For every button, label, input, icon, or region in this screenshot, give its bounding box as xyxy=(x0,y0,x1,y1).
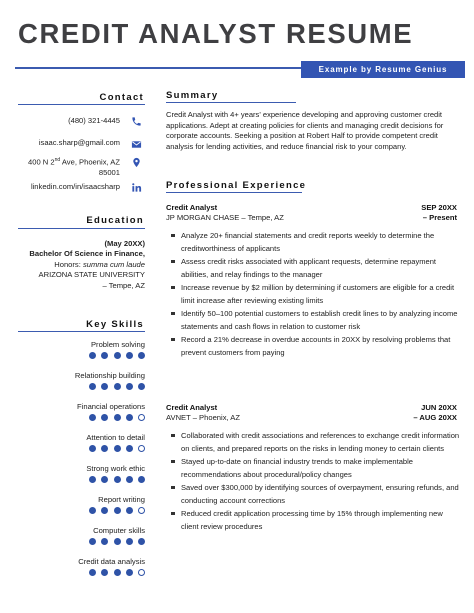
education-heading: Education xyxy=(86,215,144,226)
job-1-bullet-2: Assess credit risks associated with applicant requests, determine repayment abilities, and relay findings to the manager xyxy=(170,255,460,281)
education-school: ARIZONA STATE UNIVERSITY xyxy=(38,270,145,280)
rating-dot-filled xyxy=(126,383,133,390)
rating-dot-filled xyxy=(114,383,121,390)
rating-dot-filled xyxy=(101,383,108,390)
rating-dot-filled xyxy=(101,569,108,576)
rating-dot-filled xyxy=(101,476,108,483)
rating-dot-filled xyxy=(138,476,145,483)
skill-name: Problem solving xyxy=(90,340,145,349)
education-date: (May 20XX) xyxy=(104,239,145,248)
rating-dot-filled xyxy=(114,352,121,359)
contact-linkedin[interactable]: linkedin.com/in/isaacsharp xyxy=(30,182,120,191)
rating-dot-filled xyxy=(101,414,108,421)
education-degree: Bachelor Of Science in Finance, xyxy=(29,249,145,259)
rating-dot-filled xyxy=(126,445,133,452)
education-location: – Tempe, AZ xyxy=(102,280,145,290)
rating-dot-filled xyxy=(101,352,108,359)
contact-rule xyxy=(18,104,145,105)
skill-rating xyxy=(89,538,145,546)
rating-dot-filled xyxy=(89,538,96,545)
job-2-bullets xyxy=(170,429,460,533)
job-2-title: Credit Analyst xyxy=(166,403,218,412)
rating-dot-filled xyxy=(114,538,121,545)
education-honors: Honors: summa cum laude xyxy=(54,259,145,269)
linkedin-icon xyxy=(130,181,142,193)
job-1-title: Credit Analyst xyxy=(166,203,218,212)
skills-heading: Key Skills xyxy=(86,319,144,330)
rating-dot-filled xyxy=(138,383,145,390)
rating-dot-filled xyxy=(126,352,133,359)
job-1-bullet-5: Record a 21% decrease in overdue accounts in 20XX by resolving problems that prevent customers from paying xyxy=(170,333,460,359)
job-1-date-end: – Present xyxy=(422,213,457,222)
rating-dot-filled xyxy=(89,352,96,359)
contact-address xyxy=(18,155,120,178)
skill-name: Relationship building xyxy=(74,371,145,380)
job-2-bullet-3: Saved over $300,000 by identifying sources of overpayment, ensuring refunds, and conducting account corrections xyxy=(170,481,460,507)
skill-name: Financial operations xyxy=(77,402,145,411)
rating-dot-filled xyxy=(89,445,96,452)
job-1-bullet-1: Analyze 20+ financial statements and credit reports weekly to determine the creditworthiness of applicants xyxy=(170,229,460,255)
rating-dot-filled xyxy=(138,352,145,359)
job-1-company: JP MORGAN CHASE – Tempe, AZ xyxy=(166,213,284,222)
rating-dot-filled xyxy=(89,507,96,514)
rating-dot-filled xyxy=(126,414,133,421)
rating-dot-filled xyxy=(89,383,96,390)
location-pin-icon xyxy=(130,156,142,168)
skill-rating xyxy=(89,507,145,515)
job-1-bullet-4: Identify 50–100 potential customers to establish credit lines to by analyzing income statements and cash flows in relation to customer risk xyxy=(170,307,460,333)
job-2-date-start: JUN 20XX xyxy=(421,403,457,412)
job-2-bullet-1: Collaborated with credit associations and references to exchange credit information on clients, and prepared reports on the risks in lending money to certain clients xyxy=(170,429,460,455)
contact-heading: Contact xyxy=(99,92,144,103)
skill-rating xyxy=(89,476,145,484)
rating-dot-filled xyxy=(101,538,108,545)
rating-dot-filled xyxy=(89,569,96,576)
skill-rating xyxy=(89,352,145,360)
skill-rating xyxy=(89,414,145,422)
rating-dot-filled xyxy=(126,476,133,483)
rating-dot-filled xyxy=(126,569,133,576)
rating-dot-empty xyxy=(138,507,145,514)
experience-heading: Professional Experience xyxy=(166,180,307,191)
address-line-2: 85001 xyxy=(98,167,120,177)
job-2-bullet-2: Stayed up-to-date on financial industry trends to make implementable recommendations about procedural/policy changes xyxy=(170,455,460,481)
rating-dot-filled xyxy=(114,414,121,421)
phone-icon xyxy=(130,115,142,127)
job-2-bullet-4: Reduced credit application processing time by 15% through implementing new client review procedures xyxy=(170,507,460,533)
education-rule xyxy=(18,228,145,229)
job-2-company: AVNET – Phoenix, AZ xyxy=(166,413,241,422)
skill-rating xyxy=(89,383,145,391)
experience-rule xyxy=(166,192,302,193)
job-1-date-start: SEP 20XX xyxy=(421,203,457,212)
job-1-bullet-3: Increase revenue by $2 million by determining if customers are eligible for a credit limit increase after reviewing existing limits xyxy=(170,281,460,307)
skill-name: Credit data analysis xyxy=(78,557,145,566)
example-banner: Example by Resume Genius xyxy=(301,61,465,78)
contact-phone: (480) 321-4445 xyxy=(68,116,120,125)
skill-rating xyxy=(89,445,145,453)
rating-dot-empty xyxy=(138,414,145,421)
skills-rule xyxy=(18,331,145,332)
rating-dot-empty xyxy=(138,445,145,452)
rating-dot-filled xyxy=(101,445,108,452)
skill-name: Report writing xyxy=(98,495,145,504)
skill-name: Computer skills xyxy=(93,526,145,535)
skill-rating xyxy=(89,569,145,577)
mail-icon xyxy=(130,138,142,150)
rating-dot-filled xyxy=(138,538,145,545)
contact-email[interactable]: isaac.sharp@gmail.com xyxy=(38,138,120,147)
summary-heading: Summary xyxy=(166,90,219,101)
rating-dot-filled xyxy=(89,414,96,421)
summary-text: Credit Analyst with 4+ years' experience developing and approving customer credit applications. Adept at creating policies for clients and managing credit decisions for corporate accounts. Seeking a position at Robert Half to provide competent credit analysis for lending activities, and reduce financial risk to your company. xyxy=(166,110,444,152)
job-2-date-end: – AUG 20XX xyxy=(413,413,457,422)
job-1-bullets xyxy=(170,229,460,359)
rating-dot-filled xyxy=(101,507,108,514)
rating-dot-filled xyxy=(114,569,121,576)
rating-dot-empty xyxy=(138,569,145,576)
rating-dot-filled xyxy=(126,507,133,514)
rating-dot-filled xyxy=(89,476,96,483)
rating-dot-filled xyxy=(126,538,133,545)
education-block xyxy=(18,239,145,291)
resume-title: CREDIT ANALYST RESUME xyxy=(18,18,414,49)
skill-name: Strong work ethic xyxy=(86,464,145,473)
skill-name: Attention to detail xyxy=(86,433,145,442)
rating-dot-filled xyxy=(114,445,121,452)
address-line-1: 400 N 2nd Ave, Phoenix, AZ xyxy=(28,157,120,167)
rating-dot-filled xyxy=(114,507,121,514)
rating-dot-filled xyxy=(114,476,121,483)
summary-rule xyxy=(166,102,296,103)
